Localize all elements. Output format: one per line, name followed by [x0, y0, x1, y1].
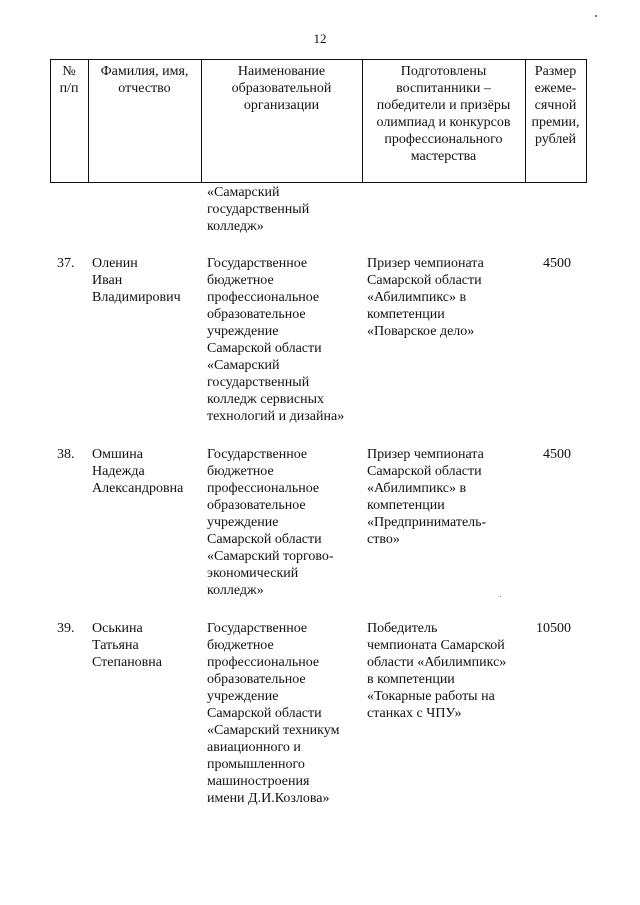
row-org-line: имени Д.И.Козлова» [207, 791, 330, 806]
header-prepared-line-5: профессионального [384, 132, 503, 147]
header-name-line-1: Фамилия, имя, [100, 64, 189, 79]
header-amount-line-4: премии, [531, 115, 580, 130]
row-number: 37. [57, 256, 75, 271]
header-amount-line-1: Размер [534, 64, 577, 79]
row-org-line: образовательное [207, 498, 306, 513]
table-right-border [586, 59, 587, 183]
row-org-line: образовательное [207, 672, 306, 687]
row-org-line: колледж» [207, 583, 264, 598]
row-number: 38. [57, 447, 75, 462]
row-org-line: образовательное [207, 307, 306, 322]
row-prepared-line: Самарской области [367, 464, 482, 479]
row-prepared-line: чемпионата Самарской [367, 638, 505, 653]
row-prepared-line: Призер чемпионата [367, 256, 484, 271]
header-num-line-2: п/п [59, 81, 79, 96]
row-prepared-line: «Поварское дело» [367, 324, 475, 339]
header-prepared-line-2: воспитанники – [396, 81, 491, 96]
row-name-line: Иван [92, 273, 123, 288]
header-prepared-line-6: мастерства [410, 149, 477, 164]
header-name-line-2: отчество [118, 81, 171, 96]
header-prepared-line-3: победители и призёры [376, 98, 511, 113]
row-prepared-line: «Предприниматель- [367, 515, 487, 530]
row-org-line: колледж сервисных [207, 392, 325, 407]
row-org-line: бюджетное [207, 638, 274, 653]
header-num-line-1: № [62, 64, 76, 79]
row-amount: 4500 [543, 256, 571, 271]
row-name-line: Александровна [92, 481, 184, 496]
header-prepared-line-1: Подготовлены [400, 64, 487, 79]
row-prepared-line: области «Абилимпикс» [367, 655, 507, 670]
row-org-line: «Самарский торгово- [207, 549, 334, 564]
row-name-line: Оськина [92, 621, 143, 636]
row-name-line: Степановна [92, 655, 162, 670]
row-prepared-line: Самарской области [367, 273, 482, 288]
row-org-line: авиационного и [207, 740, 301, 755]
header-amount-line-2: ежеме- [534, 81, 577, 96]
row-name-line: Татьяна [92, 638, 139, 653]
row-org-line: Государственное [207, 256, 308, 271]
row-org-line: Самарской области [207, 341, 322, 356]
row-org-line: учреждение [207, 515, 279, 530]
header-amount-line-3: сячной [534, 98, 577, 113]
row-org-line: Государственное [207, 621, 308, 636]
row-name-line: Надежда [92, 464, 145, 479]
row-prepared-line: «Абилимпикс» в [367, 481, 467, 496]
scan-speck [500, 596, 501, 597]
header-org-line-3: организации [243, 98, 320, 113]
row-prepared-line: «Токарные работы на [367, 689, 495, 704]
row-prepared-line: в компетенции [367, 672, 455, 687]
header-amount-line-5: рублей [534, 132, 577, 147]
row-org-line: Государственное [207, 447, 308, 462]
row-org-line: экономический [207, 566, 299, 581]
row-prepared-line: компетенции [367, 498, 445, 513]
table-header-bottom-border [50, 182, 587, 183]
continuation-org-line-2: государственный [207, 202, 310, 217]
header-prepared-line-4: олимпиад и конкурсов [376, 115, 511, 130]
page-number: 12 [313, 31, 327, 46]
row-prepared-line: компетенции [367, 307, 445, 322]
row-org-line: машиностроения [207, 774, 310, 789]
row-org-line: технологий и дизайна» [207, 409, 345, 424]
scan-speck [595, 15, 597, 17]
row-org-line: профессиональное [207, 481, 320, 496]
row-org-line: бюджетное [207, 273, 274, 288]
row-org-line: Самарской области [207, 706, 322, 721]
row-prepared-line: станках с ЧПУ» [367, 706, 462, 721]
row-prepared-line: Победитель [367, 621, 438, 636]
row-number: 39. [57, 621, 75, 636]
row-name-line: Омшина [92, 447, 143, 462]
header-org-line-1: Наименование [237, 64, 326, 79]
continuation-org-line-3: колледж» [207, 219, 264, 234]
header-org-line-2: образовательной [231, 81, 332, 96]
row-org-line: государственный [207, 375, 310, 390]
row-name-line: Оленин [92, 256, 138, 271]
row-org-line: учреждение [207, 324, 279, 339]
row-org-line: промышленного [207, 757, 305, 772]
row-org-line: учреждение [207, 689, 279, 704]
row-org-line: профессиональное [207, 655, 320, 670]
row-prepared-line: ство» [367, 532, 400, 547]
row-org-line: Самарской области [207, 532, 322, 547]
row-org-line: «Самарский техникум [207, 723, 340, 738]
row-amount: 4500 [543, 447, 571, 462]
row-prepared-line: «Абилимпикс» в [367, 290, 467, 305]
table-top-border [50, 59, 587, 60]
continuation-org-line-1: «Самарский [207, 185, 280, 200]
row-org-line: бюджетное [207, 464, 274, 479]
row-amount: 10500 [536, 621, 571, 636]
row-prepared-line: Призер чемпионата [367, 447, 484, 462]
row-org-line: «Самарский [207, 358, 280, 373]
row-org-line: профессиональное [207, 290, 320, 305]
row-name-line: Владимирович [92, 290, 181, 305]
